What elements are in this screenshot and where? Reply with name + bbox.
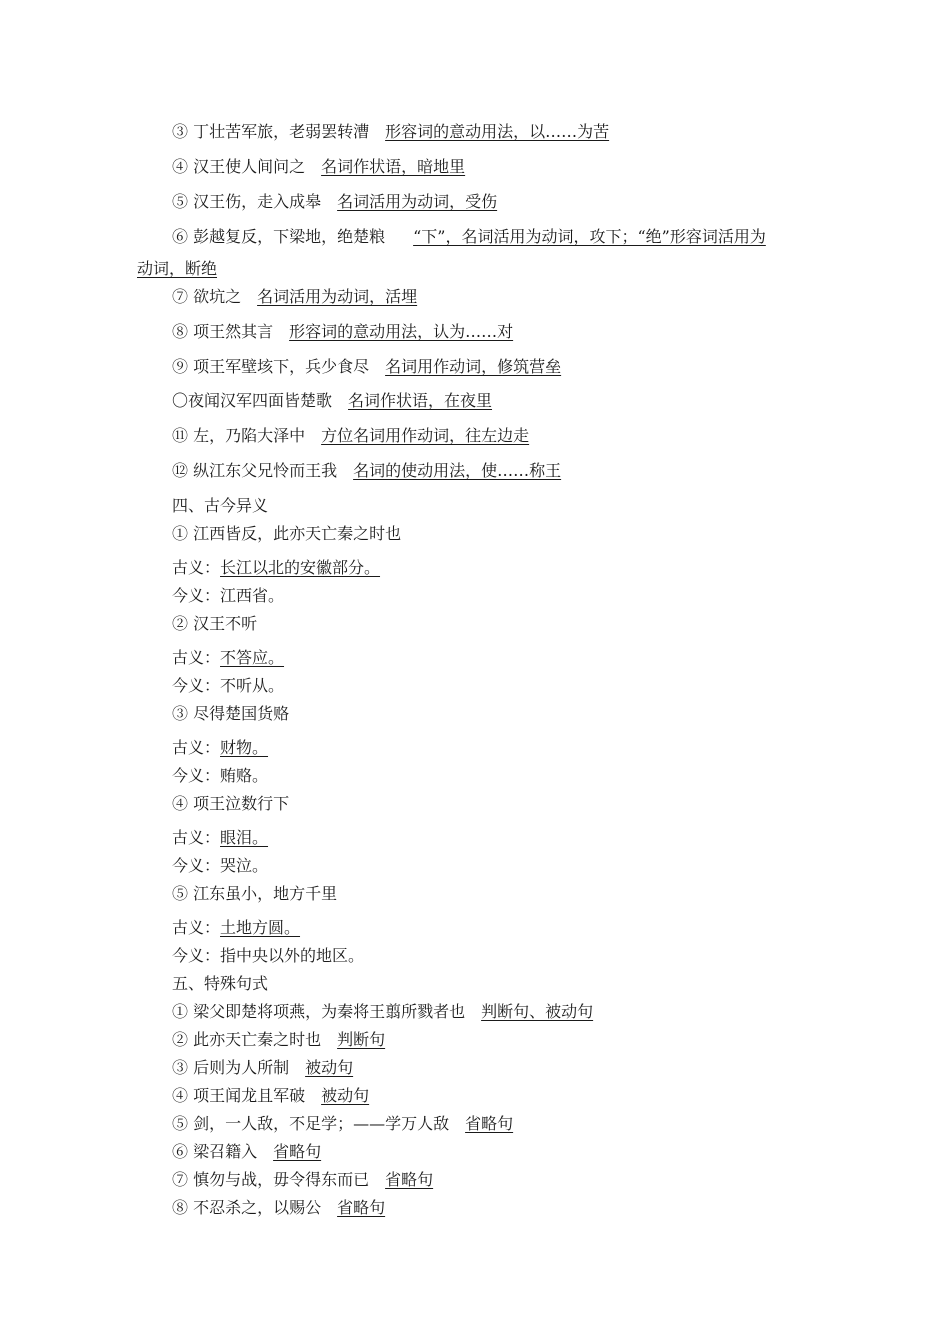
pattern-item <box>172 1170 433 1190</box>
usage-item-5 <box>172 192 497 212</box>
pattern-sentence: ⑧ 不忍杀之，以赐公 <box>172 1198 322 1217</box>
ancient-meaning: 古义：财物。 <box>172 738 269 757</box>
usage-sentence: ⑪ 左，乃陷大泽中 <box>172 426 306 445</box>
pattern-sentence: ⑥ 梁召籍入 <box>172 1142 258 1161</box>
usage-answer-continued: 动词，断绝 <box>137 259 218 278</box>
usage-sentence: ⑤ 汉王伤，走入成皋 <box>172 192 322 211</box>
modern-meaning: 今义：江西省。 <box>172 586 285 605</box>
usage-item-3 <box>172 122 609 142</box>
section-heading: 五、特殊句式 <box>172 974 269 993</box>
pattern-item <box>172 1058 353 1078</box>
usage-answer: 名词活用为动词，受伤 <box>337 192 498 211</box>
modern-meaning: 今义：贿赂。 <box>172 766 269 785</box>
usage-item-12 <box>172 461 561 481</box>
pattern-item <box>172 1142 321 1162</box>
usage-answer: 形容词的意动用法，以……为苦 <box>385 122 610 141</box>
usage-answer: 名词作状语，暗地里 <box>321 157 466 176</box>
ancient-meaning: 古义：眼泪。 <box>172 828 269 847</box>
modern-meaning: 今义：指中央以外的地区。 <box>172 946 365 965</box>
ancient-meaning-answer: 土地方圆。 <box>220 918 301 937</box>
usage-item-9 <box>172 357 561 377</box>
pattern-item <box>172 1030 385 1050</box>
usage-answer: 名词用作动词，修筑营垒 <box>385 357 562 376</box>
usage-sentence: ⑦ 欲坑之 <box>172 287 242 306</box>
usage-sentence: ③ 丁壮苦军旅，老弱罢转漕 <box>172 122 370 141</box>
modern-meaning: 今义：哭泣。 <box>172 856 269 875</box>
pattern-sentence: ④ 项王闻龙且军破 <box>172 1086 306 1105</box>
pattern-answer: 被动句 <box>305 1058 354 1077</box>
pattern-sentence: ② 此亦天亡秦之时也 <box>172 1030 322 1049</box>
usage-item-4 <box>172 157 465 177</box>
usage-item-11 <box>172 426 529 446</box>
usage-answer: 形容词的意动用法，认为……对 <box>289 322 514 341</box>
pattern-sentence: ③ 后则为人所制 <box>172 1058 290 1077</box>
usage-answer: 方位名词用作动词，往左边走 <box>321 426 530 445</box>
usage-answer: 名词的使动用法，使……称王 <box>353 461 562 480</box>
ancient-meaning-answer: 眼泪。 <box>220 828 269 847</box>
modern-meaning: 今义：不听从。 <box>172 676 285 695</box>
usage-sentence: ④ 汉王使人间问之 <box>172 157 306 176</box>
pattern-item <box>172 1002 593 1022</box>
meaning-sentence: ① 江西皆反，此亦天亡秦之时也 <box>172 524 402 543</box>
pattern-sentence: ⑦ 慎勿与战，毋令得东而已 <box>172 1170 370 1189</box>
usage-item-6 <box>172 227 766 247</box>
pattern-answer: 省略句 <box>337 1198 386 1217</box>
ancient-meaning-answer: 财物。 <box>220 738 269 757</box>
usage-item-8 <box>172 322 513 342</box>
usage-item-6-continued <box>137 259 217 279</box>
section-heading: 四、古今异义 <box>172 496 269 515</box>
pattern-answer: 被动句 <box>321 1086 370 1105</box>
usage-answer: 名词活用为动词，活埋 <box>257 287 418 306</box>
meaning-sentence: ④ 项王泣数行下 <box>172 794 290 813</box>
pattern-item <box>172 1086 369 1106</box>
pattern-answer: 省略句 <box>465 1114 514 1133</box>
ancient-meaning-answer: 不答应。 <box>220 648 285 667</box>
ancient-meaning: 古义：不答应。 <box>172 648 285 667</box>
ancient-meaning-answer: 长江以北的安徽部分。 <box>220 558 381 577</box>
pattern-sentence: ① 梁父即楚将项燕，为秦将王翦所戮者也 <box>172 1002 466 1021</box>
usage-item-10 <box>172 391 492 411</box>
pattern-answer: 省略句 <box>273 1142 322 1161</box>
usage-item-7 <box>172 287 417 307</box>
ancient-meaning: 古义：土地方圆。 <box>172 918 301 937</box>
usage-sentence: ⑨ 项王军壁垓下，兵少食尽 <box>172 357 370 376</box>
usage-answer: “下”，名词活用为动词，攻下；“绝”形容词活用为 <box>413 227 766 246</box>
usage-sentence: ⑧ 项王然其言 <box>172 322 274 341</box>
pattern-answer: 判断句 <box>337 1030 386 1049</box>
pattern-sentence: ⑤ 剑，一人敌，不足学；——学万人敌 <box>172 1114 450 1133</box>
pattern-item <box>172 1198 385 1218</box>
meaning-sentence: ② 汉王不听 <box>172 614 258 633</box>
meaning-sentence: ⑤ 江东虽小，地方千里 <box>172 884 338 903</box>
pattern-item <box>172 1114 513 1134</box>
usage-sentence: ⑥ 彭越复反，下梁地，绝楚粮 <box>172 227 386 246</box>
meaning-sentence: ③ 尽得楚国货赂 <box>172 704 290 723</box>
usage-answer: 名词作状语，在夜里 <box>348 391 493 410</box>
usage-sentence: 〇夜闻汉军四面皆楚歌 <box>172 391 333 410</box>
pattern-answer: 省略句 <box>385 1170 434 1189</box>
ancient-meaning: 古义：长江以北的安徽部分。 <box>172 558 381 577</box>
usage-sentence: ⑫ 纵江东父兄怜而王我 <box>172 461 338 480</box>
pattern-answer: 判断句、被动句 <box>481 1002 594 1021</box>
